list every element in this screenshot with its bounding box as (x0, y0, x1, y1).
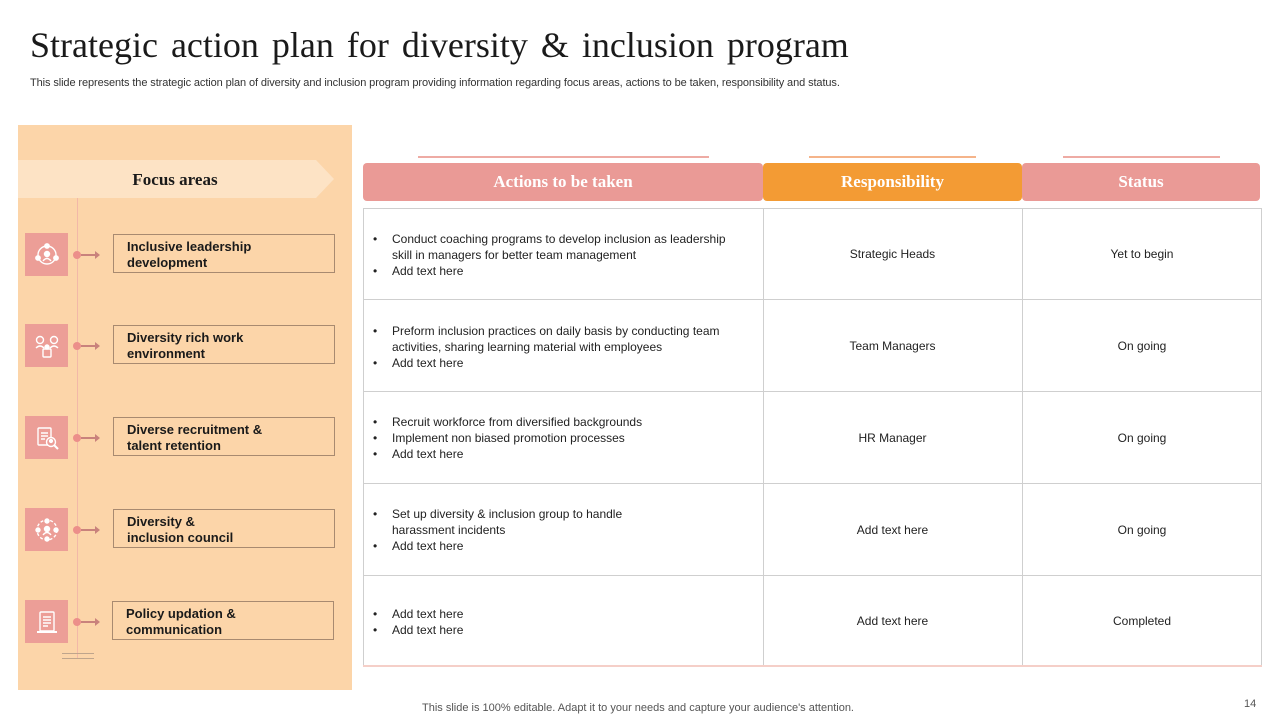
focus-item-box (112, 601, 334, 640)
responsibility-cell: Add text here (856, 614, 929, 628)
arrow-right-icon (81, 437, 97, 439)
timeline-dot (73, 342, 81, 350)
action-bullet: • Add text here (373, 263, 753, 279)
focus-item-line1: Diversity & (127, 514, 195, 529)
header-accent-line (1063, 156, 1220, 158)
focus-item-line1: Policy updation & (126, 606, 236, 621)
action-bullet: • Recruit workforce from diversified backgrounds (373, 414, 753, 430)
action-bullet: • Conduct coaching programs to develop inclusion as leadership skill in managers for better team management (373, 231, 737, 263)
header-responsibility: Responsibility (763, 163, 1022, 201)
header-actions: Actions to be taken (363, 163, 763, 201)
arrow-right-icon (81, 254, 97, 256)
action-bullet: • Implement non biased promotion processes (373, 430, 753, 446)
slide-subtitle: This slide represents the strategic action plan of diversity and inclusion program providing information regarding focus areas, actions to be taken, responsibility and status. (30, 77, 840, 89)
responsibility-cell: Strategic Heads (849, 246, 936, 261)
responsibility-cell: Team Managers (849, 338, 936, 353)
slide-title: Strategic action plan for diversity & inclusion program (30, 25, 849, 65)
focus-areas-heading: Focus areas (132, 170, 218, 189)
header-accent-line (809, 156, 976, 158)
status-cell: On going (1117, 430, 1167, 445)
leadership-network-icon (25, 233, 68, 276)
table-row-actions (373, 606, 753, 638)
slide-footer: This slide is 100% editable. Adapt it to your needs and capture your audience's attention. (422, 702, 854, 714)
action-bullet: • Add text here (373, 606, 753, 622)
arrow-right-icon (81, 345, 97, 347)
focus-areas-panel (18, 125, 352, 690)
focus-item (18, 415, 352, 461)
timeline-dot (73, 434, 81, 442)
timeline-base (62, 658, 94, 659)
focus-item-line1: Diversity rich work (127, 330, 244, 345)
team-collaboration-icon (25, 324, 68, 367)
focus-item-box (113, 509, 335, 548)
action-bullet: • Add text here (373, 446, 753, 462)
header-status: Status (1022, 163, 1260, 201)
timeline-dot (73, 251, 81, 259)
header-accent-line (418, 156, 709, 158)
policy-document-icon (25, 600, 68, 643)
action-bullet: • Add text here (373, 355, 753, 371)
arrow-right-icon (81, 529, 97, 531)
focus-item-line2: development (127, 255, 208, 270)
table-row-actions (373, 323, 753, 371)
focus-item-line1: Diverse recruitment & (127, 422, 263, 437)
arrow-right-icon (81, 621, 97, 623)
responsibility-cell: Add text here (856, 522, 929, 537)
responsibility-cell: HR Manager (858, 430, 927, 445)
table-row-actions (373, 414, 753, 462)
focus-item (18, 232, 352, 278)
action-bullet: • Add text here (373, 538, 753, 554)
focus-item (18, 599, 352, 645)
table-row-actions (373, 506, 753, 554)
action-bullet: • Set up diversity & inclusion group to handle harassment incidents (373, 506, 662, 538)
focus-item-line1: Inclusive leadership (127, 239, 252, 254)
focus-areas-banner (18, 160, 316, 198)
council-group-icon (25, 508, 68, 551)
recruitment-search-icon (25, 416, 68, 459)
focus-item-box (113, 417, 335, 456)
timeline-base (62, 653, 94, 654)
focus-item (18, 323, 352, 369)
focus-item-line2: inclusion council (127, 530, 234, 545)
status-cell: On going (1117, 522, 1167, 537)
action-bullet: • Add text here (373, 622, 753, 638)
focus-item (18, 507, 352, 553)
status-cell: On going (1117, 338, 1167, 353)
page-number: 14 (1244, 698, 1257, 710)
focus-item-box (113, 234, 335, 273)
table-row-actions (373, 231, 753, 279)
timeline-dot (73, 618, 81, 626)
focus-item-line2: talent retention (127, 438, 221, 453)
status-cell: Completed (1112, 614, 1172, 628)
timeline-dot (73, 526, 81, 534)
status-cell: Yet to begin (1110, 246, 1174, 261)
focus-item-box (113, 325, 335, 364)
focus-item-line2: communication (126, 622, 223, 637)
action-bullet: • Preform inclusion practices on daily basis by conducting team activities, sharing learning material with employees (373, 323, 737, 355)
focus-item-line2: environment (127, 346, 206, 361)
